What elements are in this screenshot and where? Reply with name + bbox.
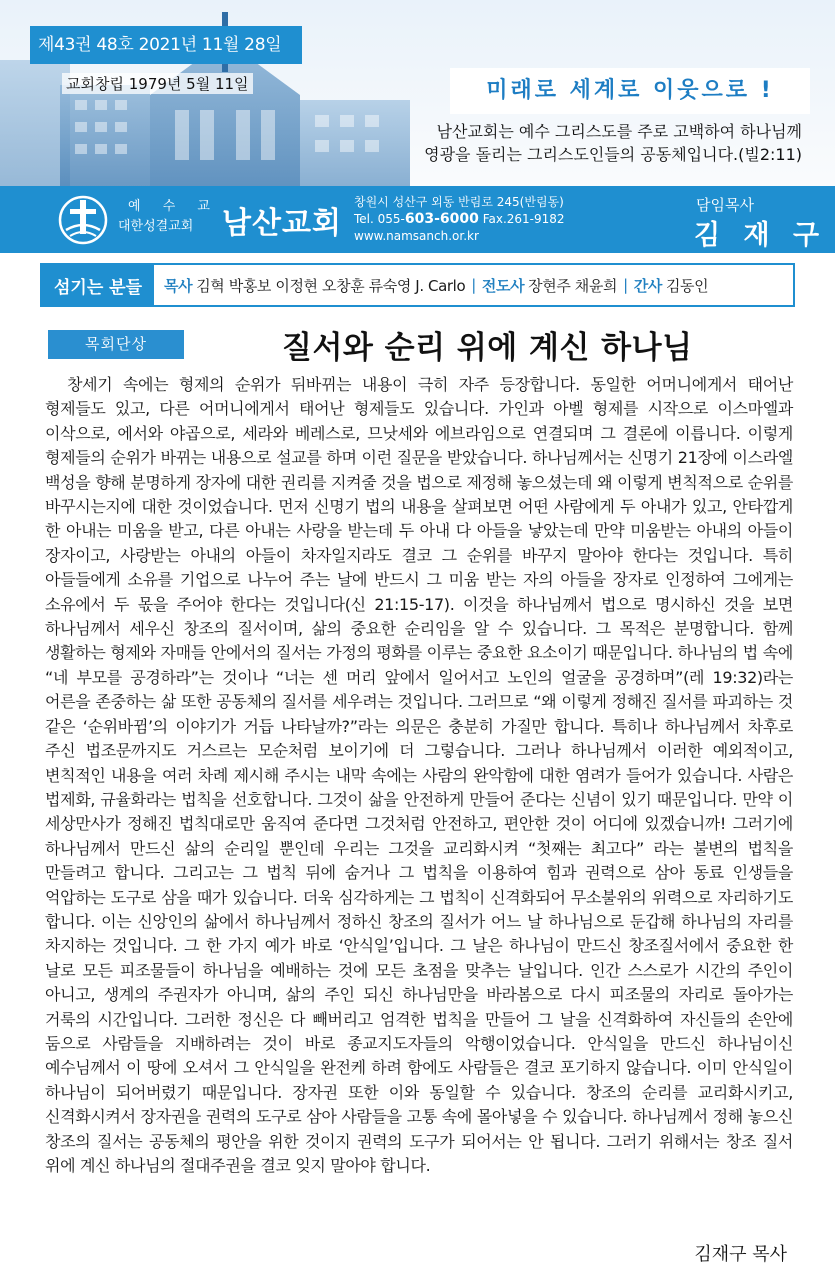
- website: www.namsanch.or.kr: [354, 229, 479, 243]
- senior-pastor-title: 담임목사: [696, 196, 754, 214]
- mission-line-2: 영광을 돌리는 그리스도인들의 공동체입니다.(빌2:11): [424, 145, 802, 164]
- section-tag: 목회단상: [48, 330, 184, 359]
- church-banner: [0, 186, 835, 253]
- issue-info: 제43권 48호 2021년 11월 28일: [30, 26, 302, 64]
- article-author: 김재구 목사: [694, 1244, 787, 1265]
- denomination-line-2: 대한성결교회: [118, 219, 194, 234]
- phone-fax: [354, 211, 565, 228]
- role-evangelists: 전도사: [481, 276, 525, 295]
- role-staff: 간사: [633, 276, 662, 295]
- ministers-label: 섬기는 분들: [42, 265, 154, 305]
- article-body: 창세기 속에는 형제의 순위가 뒤바뀌는 내용이 극히 자주 등장합니다. 동일한 어머니에게서 태어난 형제들도 있고, 다른 어머니에게서 태어난 형제들도 있습니다. 가인과 아벨 형제를 시작으로 이스마엘과 이삭으로, 에서와 야곱으로, 세라와 베레스로, 므낫세와 에브라임으로 연결되며 그 결론에 이릅니다. 이렇게 형제들의 순위가 바뀌는 내용으로 설교를 하며 이런 질문을 받았습니다. 하나님께서는 신명기 21장에 이스라엘 백성을 향해 분명하게 장자에 대한 권리를 지켜줄 것을 법으로 제정해 놓으셨는데 왜 이렇게 변칙적으로 순위를 바꾸시는지에 대한 것이었습니다. 먼저 신명기 법의 내용을 살펴보면 어떤 사람에게 두 아내가 있고, 안타깝게 한 아내는 미움을 받고, 다른 아내는 사랑을 받는데 두 아내 다 아들을 낳았는데 만약 미움받는 아내의 아들이 장자이고, 사랑받는 아내의 아들이 차자일지라도 결코 그 순위를 바꾸지 말아야 한다는 것입니다. 특히 아들들에게 소유를 기업으로 나누어 주는 날에 반드시 그 미움 받는 자의 아들을 장자로 인정하여 그에게는 소유에서 두 몫을 주어야 한다는 것입니다(신 21:15-17). 이것을 하나님께서 법으로 명시하신 것을 보면 하나님께서 세우신 창조의 질서이며, 삶의 중요한 순리임을 알 수 있습니다. 그 목적은 분명합니다. 함께 생활하는 형제와 자매들 안에서의 질서는 가정의 평화를 이루는 중요한 요소이기 때문입니다. 하나님의 법 속에 “네 부모를 공경하라”는 것이나 “너는 센 머리 앞에서 일어서고 노인의 얼굴을 공경하며”(레 19:32)라는 어른을 존중하는 삶 또한 공동체의 질서를 세우려는 것입니다. 그러므로 “왜 이렇게 정해진 질서를 파괴하는 것 같은 ‘순위바뀜’의 이야기가 거듭 나타날까?”라는 의문은 충분히 가질만 합니다. 특히나 하나님께서 차후로 주신 법조문까지도 거스르는 모순처럼 보이기에 더 그렇습니다. 그러나 하나님께서 이러한 예외적이고, 변칙적인 내용을 여러 차례 제시해 주시는 내막 속에는 사람의 완악함에 대한 염려가 들어가 있습니다. 사람은 법제화, 규율화라는 법칙을 선호합니다. 그것이 삶을 안전하게 만들어 준다는 신념이 있기 때문입니다. 만약 이 세상만사가 정해진 법칙대로만 움직여 준다면 그것처럼 안전하고, 편안한 것이 어디에 있겠습니까! 그러기에 하나님께서 만드신 삶의 순리일 뿐인데 우리는 그것을 교리화시켜 “첫째는 최고다” 라는 불변의 법칙을 만들려고 합니다. 그리고는 그 법칙 뒤에 숨거나 그 법칙을 이용하여 힘과 권력으로 삼아 동료 인생들을 억압하는 도구로 삼을 때가 있습니다. 더욱 심각하게는 그 법칙이 신격화되어 무소불위의 위력으로 자리하기도 합니다. 이는 신앙인의 삶에서 하나님께서 정하신 창조의 질서가 어느 날 하나님으로 둔갑해 하나님의 자리를 차지하는 것입니다. 그 한 가지 예가 바로 ‘안식일’입니다. 그 날은 하나님이 만드신 창조질서에서 중요한 한 날로 모든 피조물들이 하나님을 예배하는 것에 모든 초점을 맞추는 날입니다. 인간 스스로가 시간의 주인이 아니고, 생계의 주권자가 아니며, 삶의 주인 되신 하나님만을 바라봄으로 다시 피조물의 자리로 돌아가는 거룩의 시간입니다. 그러한 정신은 다 빼버리고 엄격한 법칙을 만들어 그 날을 신격화하여 자신들의 손안에 둠으로 사람들을 지배하려는 것이 바로 종교지도자들의 악행이었습니다. 안식일을 만드신 하나님이신 예수님께서 이 땅에 오셔서 그 안식일을 완전케 하려 함에도 사람들은 결코 포기하지 않습니다. 이미 안식일이 하나님이 되어버렸기 때문입니다. 장자권 또한 이와 동일할 수 있습니다. 창조의 순리를 교리화시키고, 신격화시켜서 장자권을 권력의 도구로 삼아 사람들을 고통 속에 몰아넣을 수 있습니다. 하나님께서 정해 놓으신 창조의 질서는 공동체의 평안을 위한 것이지 권력의 도구가 되어서는 안 됩니다. 그러기 위해서는 창조 질서 위에 계신 하나님의 절대주권을 결코 잊지 말아야 합니다.: [45, 375, 793, 1175]
- founding-date: 교회창립 1979년 5월 11일: [62, 73, 253, 94]
- names-evangelists: 장현주 채윤희: [528, 276, 618, 295]
- church-name: 남산교회: [222, 206, 342, 241]
- ministers-strip: [40, 263, 795, 307]
- church-address: 창원시 성산구 외동 반림로 245(반림동): [354, 195, 564, 209]
- names-pastors: 김혁 박홍보 이정현 오창훈 류숙영 J. Carlo: [196, 276, 466, 295]
- denomination-line-1: 예 수 교: [128, 199, 219, 214]
- bulletin-header: [0, 0, 835, 253]
- tel-prefix: Tel. 055-: [354, 212, 405, 226]
- article-title: 질서와 순리 위에 계신 하나님: [282, 330, 693, 366]
- church-logo-icon: [56, 194, 110, 246]
- contact-info: [354, 194, 565, 245]
- separator: |: [623, 276, 628, 294]
- fax-number: Fax.261-9182: [478, 212, 565, 226]
- church-slogan: 미래로 세계로 이웃으로 !: [450, 68, 810, 114]
- denomination: [118, 197, 219, 237]
- senior-pastor-name: 김 재 구: [694, 220, 827, 251]
- mission-statement: [372, 120, 802, 166]
- role-pastors: 목사: [164, 276, 193, 295]
- separator: |: [471, 276, 476, 294]
- ministers-list: [154, 265, 708, 305]
- names-staff: 김동인: [665, 276, 709, 295]
- tel-number: 603-6000: [404, 211, 479, 227]
- mission-line-1: 남산교회는 예수 그리스도를 주로 고백하여 하나님께: [436, 122, 802, 141]
